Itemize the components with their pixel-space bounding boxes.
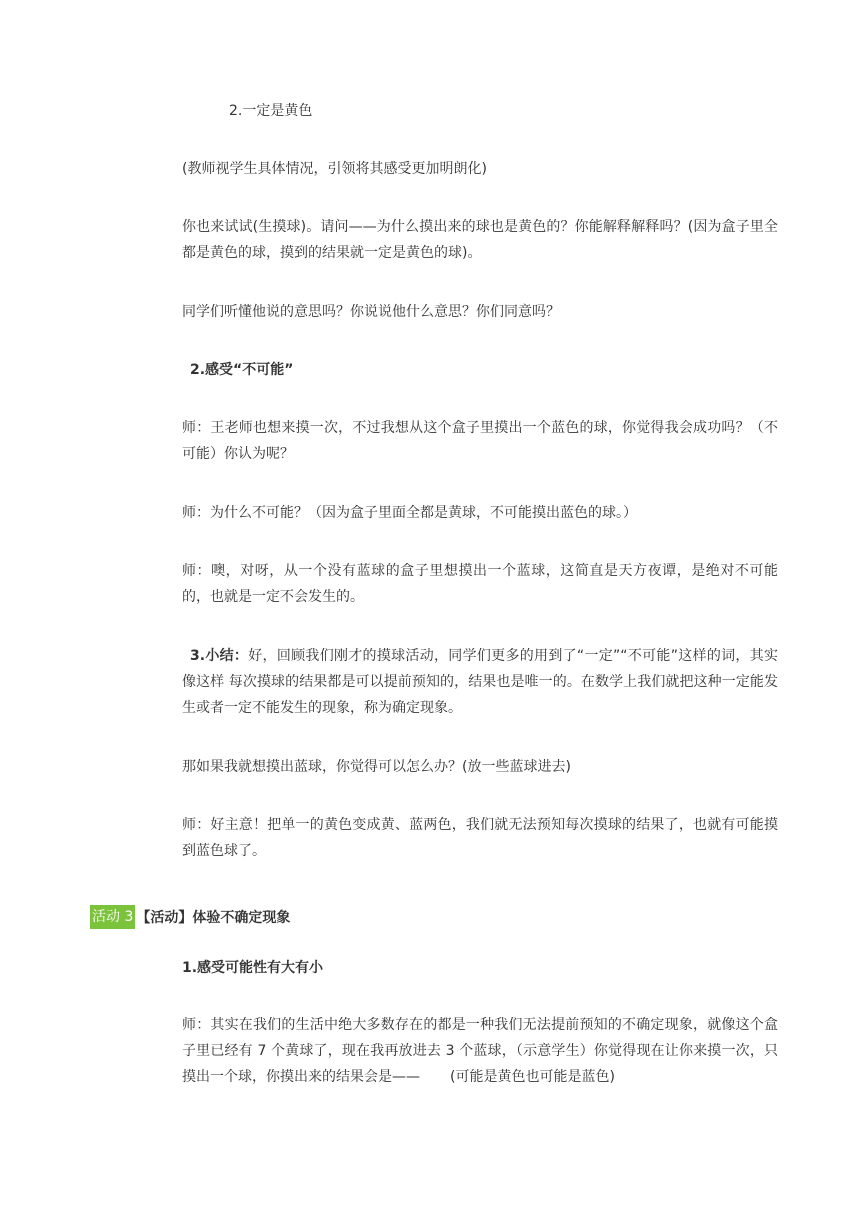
oh-paragraph: 师：噢，对呀，从一个没有蓝球的盒子里想摸出一个蓝球，这简直是天方夜谭，是绝对不可能的，也就是一定不会发生的。 <box>182 563 778 605</box>
final-paragraph <box>182 1012 778 1090</box>
final-paragraph-main: 师：其实在我们的生活中绝大多数存在的都是一种我们无法提前预知的不确定现象，就像这个盒子里已经有 7 个黄球了，现在我再放进去 3 个蓝球，（示意学生）你觉得现在让你来摸一次，只摸出一个球，你摸出来的结果会是—— <box>182 1017 778 1085</box>
try-paragraph: 你也来试试(生摸球)。请问——为什么摸出来的球也是黄色的？你能解释解释吗？(因为盒子里全都是黄色的球，摸到的结果就一定是黄色的球)。 <box>182 219 778 261</box>
teacher-note: (教师视学生具体情况，引领将其感受更加明朗化) <box>182 161 487 177</box>
activity-title: 【活动】体验不确定现象 <box>136 910 291 926</box>
activity-3-heading <box>90 905 290 929</box>
final-paragraph-answer: (可能是黄色也可能是蓝色) <box>450 1069 615 1085</box>
why-impossible-paragraph: 师：为什么不可能？（因为盒子里面全都是黄球，不可能摸出蓝色的球。） <box>182 505 637 521</box>
summary-text: 好，回顾我们刚才的摸球活动，同学们更多的用到了“一定”“不可能”这样的词，其实像这样 每次摸球的结果都是可以提前预知的，结果也是唯一的。在数学上我们就把这种一定能发生或者一定不能发生的现象，称为确定现象。 <box>182 648 779 716</box>
section-heading-impossible: 2.感受“不可能” <box>190 362 294 378</box>
item-2-certain-yellow: 2.一定是黄色 <box>229 103 313 119</box>
section-heading-possibility: 1.感受可能性有大有小 <box>182 960 324 976</box>
good-idea-paragraph: 师：好主意！把单一的黄色变成黄、蓝两色，我们就无法预知每次摸球的结果了，也就有可能摸到蓝色球了。 <box>182 817 778 859</box>
activity-badge: 活动 3 <box>90 905 135 929</box>
summary-label: 3.小结： <box>190 648 249 664</box>
summary-paragraph <box>182 643 778 721</box>
teacher-wang-paragraph: 师：王老师也想来摸一次，不过我想从这个盒子里摸出一个蓝色的球，你觉得我会成功吗？（不可能）你认为呢？ <box>182 420 778 462</box>
understand-question: 同学们听懂他说的意思吗？你说说他什么意思？你们同意吗？ <box>182 304 560 320</box>
blue-ball-question: 那如果我就想摸出蓝球，你觉得可以怎么办？(放一些蓝球进去) <box>182 759 571 775</box>
